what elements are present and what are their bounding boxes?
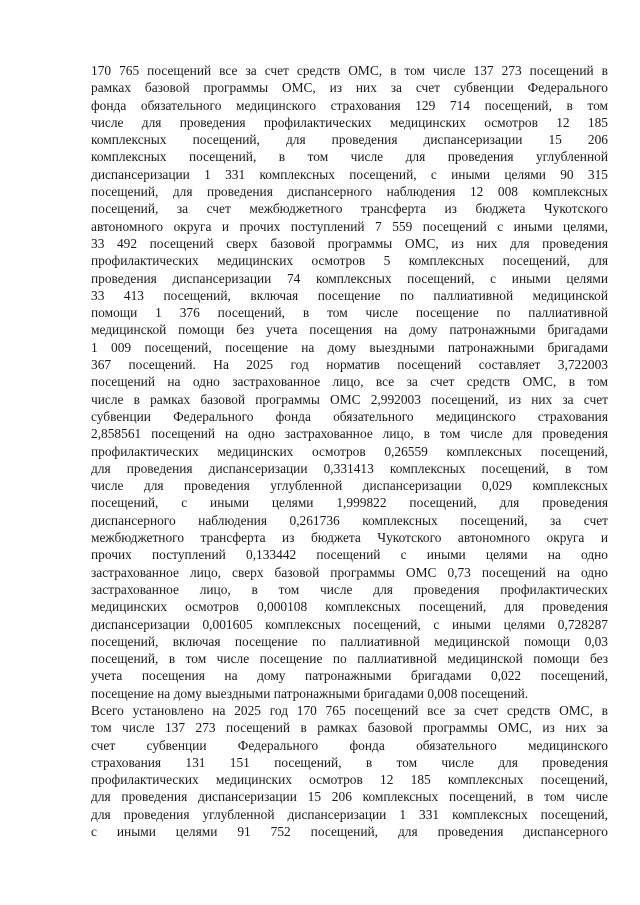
text-line: 367 посещений. На 2025 год норматив посещений составляет 3,722003 bbox=[91, 357, 608, 373]
text-line: посещений, в том числе посещение по паллиативной медицинской помощи без bbox=[91, 651, 608, 667]
text-line: для проведения диспансеризации 0,331413 комплексных посещений, в том bbox=[91, 460, 608, 476]
text-line: профилактических медицинских осмотров 5 комплексных посещений, для bbox=[91, 253, 608, 269]
text-line: счет субвенции Федерального фонда обязательного медицинского bbox=[91, 737, 608, 753]
text-line: рамках базовой программы ОМС, из них за счет субвенции Федерального bbox=[91, 80, 608, 96]
text-line: комплексных посещений, в том числе для проведения углубленной bbox=[91, 149, 608, 165]
text-line: для проведения углубленной диспансеризации 1 331 комплексных посещений, bbox=[91, 806, 608, 822]
body-text bbox=[91, 62, 608, 840]
text-line: с иными целями 91 752 посещений, для проведения диспансерного bbox=[91, 824, 608, 840]
text-line: диспансеризации 1 331 комплексных посещений, с иными целями 90 315 bbox=[91, 166, 608, 182]
text-line: страхования 131 151 посещений, в том числе для проведения bbox=[91, 754, 608, 770]
text-line: застрахованное лицо, сверх базовой программы ОМС 0,73 посещений на одно bbox=[91, 564, 608, 580]
text-line: помощи 1 376 посещений, в том числе посещение по паллиативной bbox=[91, 305, 608, 321]
text-line: 2,858561 посещений на одно застрахованное лицо, в том числе для проведения bbox=[91, 426, 608, 442]
text-line: диспансеризации 0,001605 комплексных посещений, с иными целями 0,728287 bbox=[91, 616, 608, 632]
text-line: проведения диспансеризации 74 комплексных посещений, с иными целями bbox=[91, 270, 608, 286]
text-line: застрахованное лицо, в том числе для проведения профилактических bbox=[91, 581, 608, 597]
text-line: посещений, за счет межбюджетного трансферта из бюджета Чукотского bbox=[91, 201, 608, 217]
text-line: субвенции Федерального фонда обязательного медицинского страхования bbox=[91, 408, 608, 424]
text-line: диспансерного наблюдения 0,261736 комплексных посещений, за счет bbox=[91, 512, 608, 528]
text-line: прочих поступлений 0,133442 посещений с иными целями на одно bbox=[91, 547, 608, 563]
text-line: автономного округа и прочих поступлений 7 559 посещений с иными целями, bbox=[91, 218, 608, 234]
text-line: посещений на одно застрахованное лицо, все за счет средств ОМС, в том bbox=[91, 374, 608, 390]
text-line: посещений, включая посещение по паллиативной медицинской помощи 0,03 bbox=[91, 633, 608, 649]
text-line: медицинской помощи без учета посещения на дому патронажными бригадами bbox=[91, 322, 608, 338]
text-line: 33 413 посещений, включая посещение по паллиативной медицинской bbox=[91, 287, 608, 303]
text-line: комплексных посещений, для проведения диспансеризации 15 206 bbox=[91, 132, 608, 148]
text-line: числе для проведения углубленной диспансеризации 0,029 комплексных bbox=[91, 478, 608, 494]
text-line: межбюджетного трансферта из бюджета Чукотского автономного округа и bbox=[91, 530, 608, 546]
text-line: посещений, с иными целями 1,999822 посещений, для проведения bbox=[91, 495, 608, 511]
text-line: числе для проведения профилактических медицинских осмотров 12 185 bbox=[91, 114, 608, 130]
text-line: посещений, для проведения диспансерного наблюдения 12 008 комплексных bbox=[91, 184, 608, 200]
text-line: учета посещения на дому патронажными бригадами 0,022 посещений, bbox=[91, 668, 608, 684]
text-line: профилактических медицинских осмотров 12 185 комплексных посещений, bbox=[91, 772, 608, 788]
text-line: профилактических медицинских осмотров 0,26559 комплексных посещений, bbox=[91, 443, 608, 459]
text-line: 170 765 посещений все за счет средств ОМС, в том числе 137 273 посещений в bbox=[91, 63, 608, 78]
text-line: том числе 137 273 посещений в рамках базовой программы ОМС, из них за bbox=[91, 720, 608, 736]
text-line: посещение на дому выездными патронажными бригадами 0,008 посещений. bbox=[91, 685, 529, 701]
text-line: медицинских осмотров 0,000108 комплексных посещений, для проведения bbox=[91, 599, 608, 615]
text-line: для проведения диспансеризации 15 206 комплексных посещений, в том числе bbox=[91, 789, 608, 805]
text-line: Всего установлено на 2025 год 170 765 посещений все за счет средств ОМС, в bbox=[91, 702, 608, 718]
text-line: 1 009 посещений, посещение на дому выездными патронажными бригадами bbox=[91, 339, 608, 355]
text-line: фонда обязательного медицинского страхования 129 714 посещений, в том bbox=[91, 97, 608, 113]
text-line: 33 492 посещений сверх базовой программы ОМС, из них для проведения bbox=[91, 235, 608, 251]
text-line: числе в рамках базовой программы ОМС 2,992003 посещений, из них за счет bbox=[91, 391, 608, 407]
